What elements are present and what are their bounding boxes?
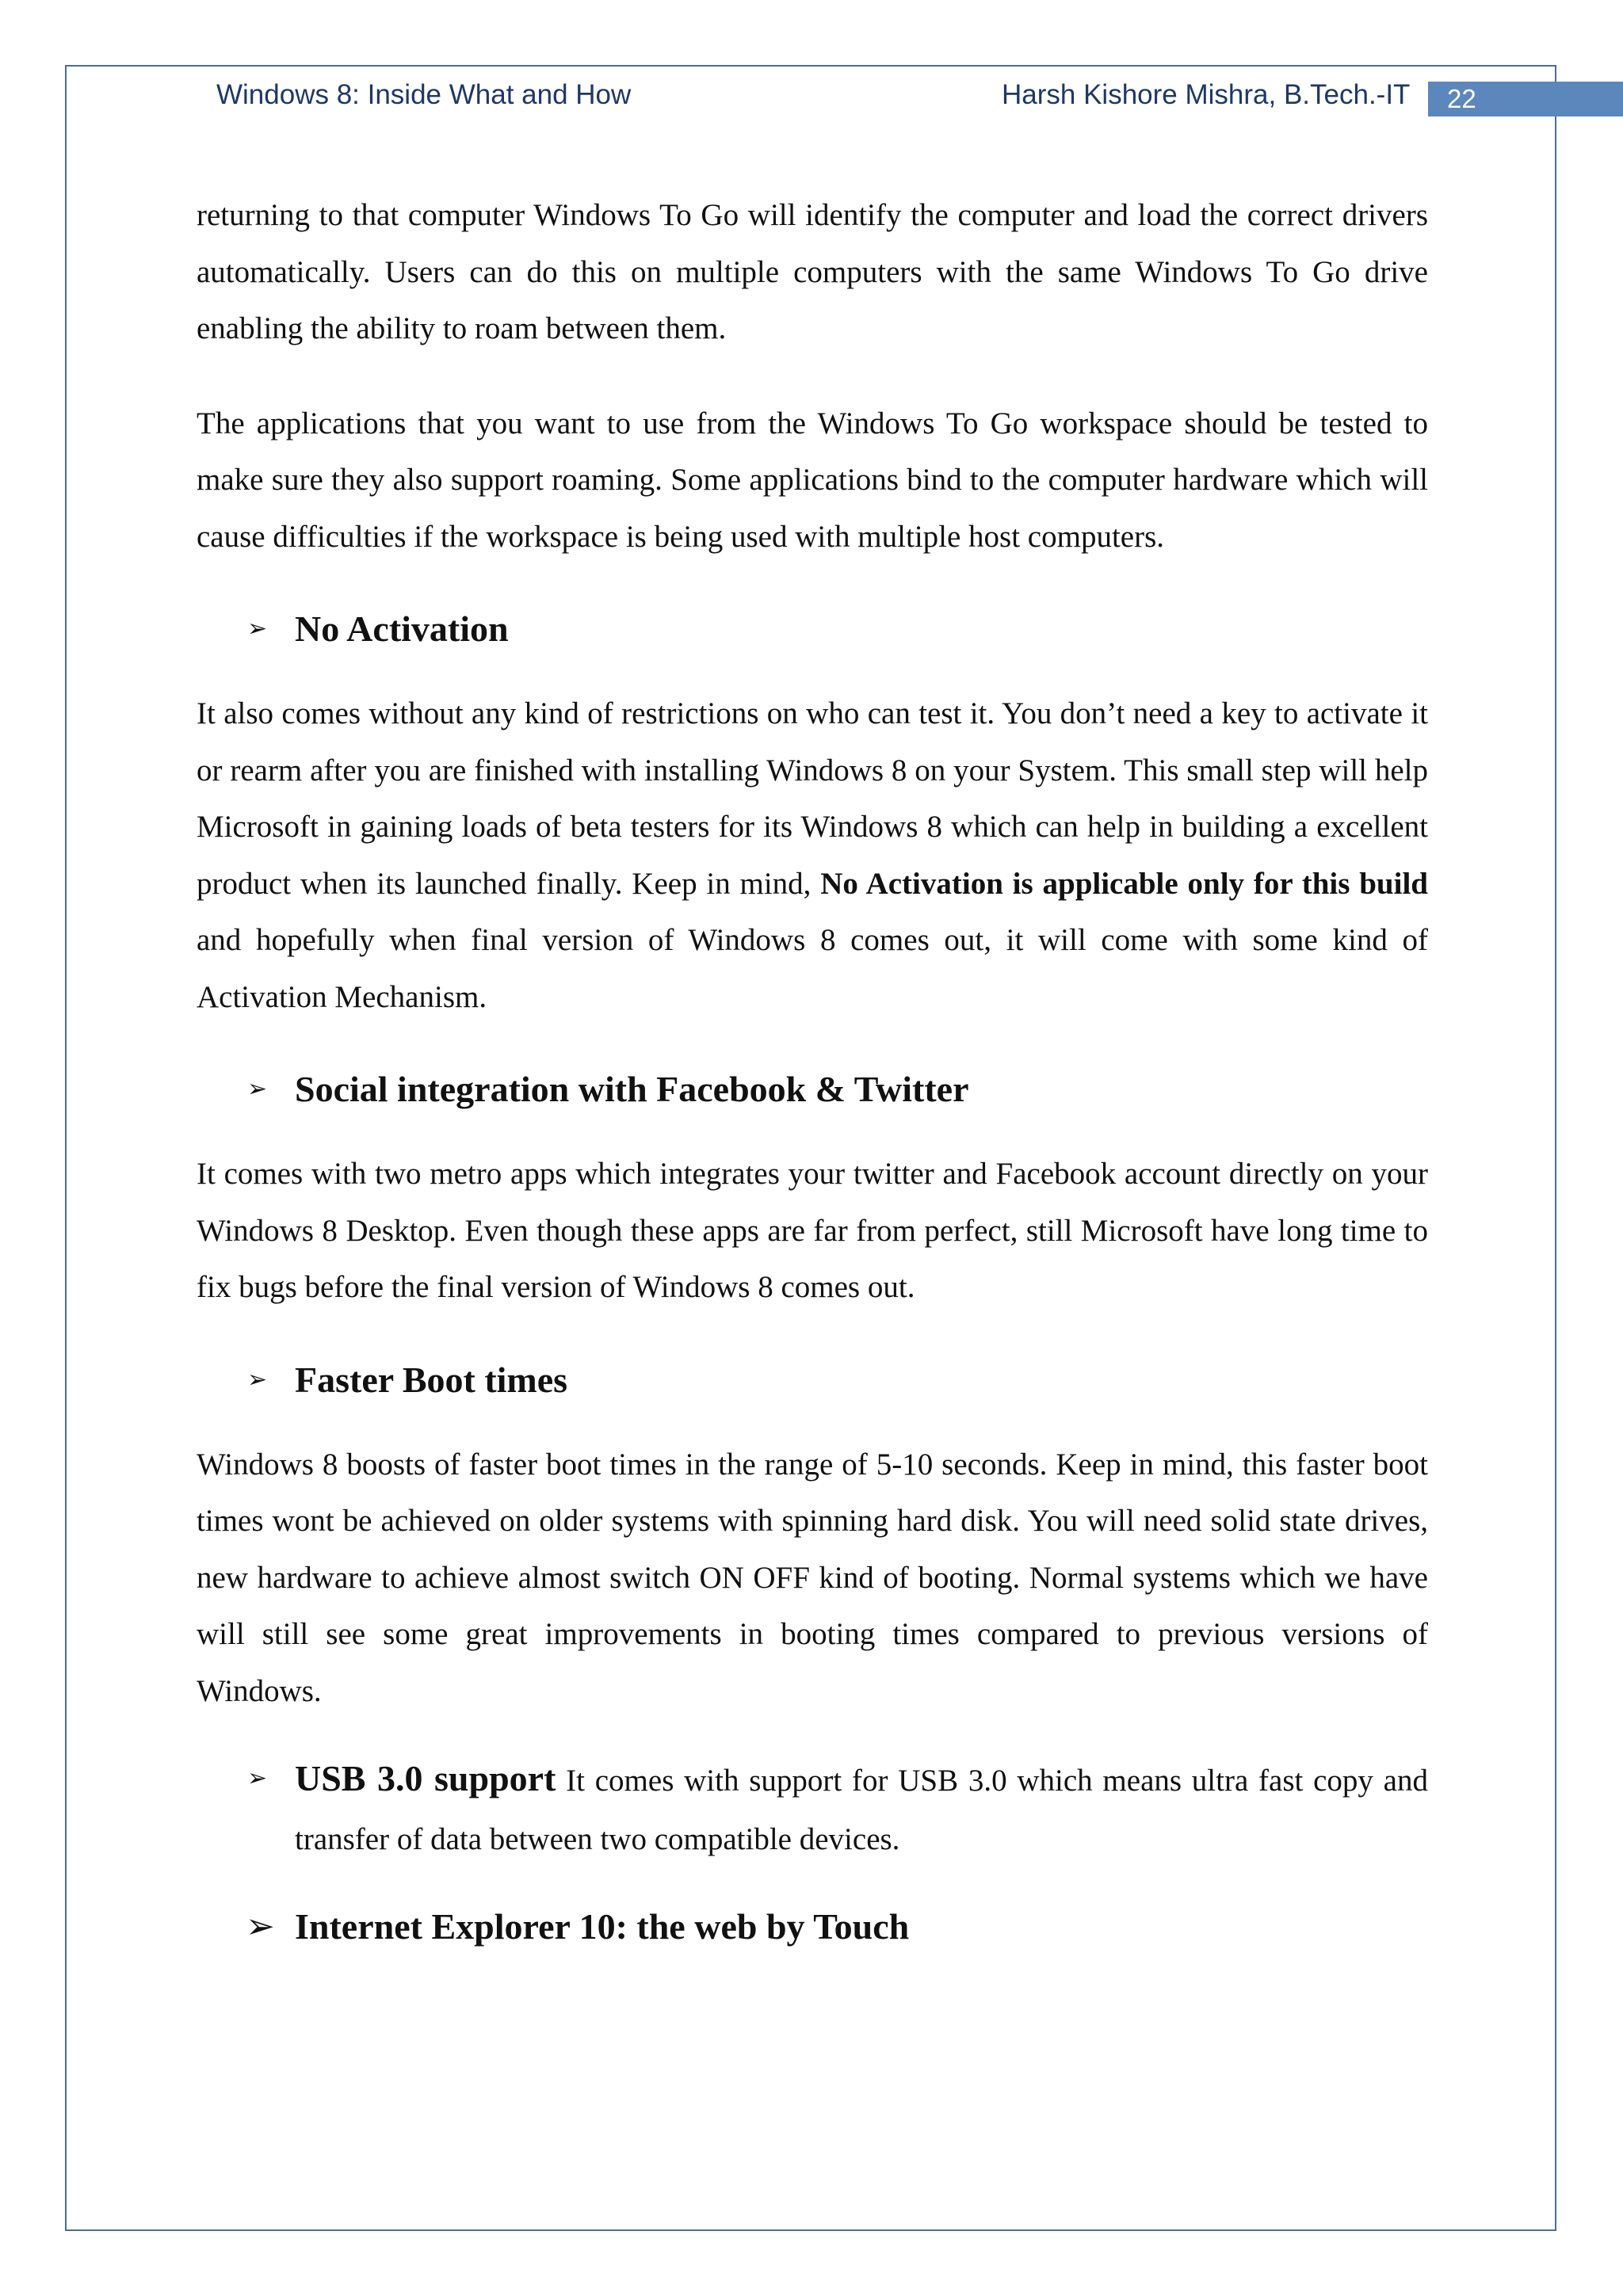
- paragraph-social-integration: It comes with two metro apps which integrates your twitter and Facebook account directly on your Windows 8 Desktop. Even though these apps are far from perfect, still Microsoft have long time to fix bugs before the final version of Windows 8 comes out.: [197, 1157, 1428, 1304]
- usb-support-item: [197, 1749, 1428, 1869]
- header-doc-title: Windows 8: Inside What and How: [216, 79, 632, 110]
- heading-faster-boot: [197, 1354, 1428, 1406]
- heading-text: No Activation: [295, 608, 509, 649]
- usb-heading: USB 3.0 support: [295, 1758, 556, 1798]
- bold-text-run: No Activation is applicable only for this build: [820, 866, 1428, 901]
- text-run: and hopefully when final version of Windows 8 comes out, it will come with some kind of Activation Mechanism.: [197, 923, 1428, 1014]
- heading-text: Social integration with Facebook & Twitter: [295, 1069, 969, 1109]
- arrowhead-bullet-icon: ➢: [247, 616, 268, 642]
- arrowhead-bullet-icon: ➢: [246, 1907, 275, 1946]
- usb-text: It comes with support for USB 3.0 which means ultra fast copy and transfer of data between two compatible devices.: [295, 1764, 1428, 1856]
- heading-internet-explorer-10: [197, 1901, 1428, 1953]
- heading-text: Internet Explorer 10: the web by Touch: [295, 1906, 910, 1947]
- paragraph-faster-boot: Windows 8 boosts of faster boot times in the range of 5-10 seconds. Keep in mind, this faster boot times wont be achieved on older systems with spinning hard disk. You will need solid state drives, new hardware to achieve almost switch ON OFF kind of booting. Normal systems which we have will still see some great improvements in booting times compared to previous versions of Windows.: [197, 1447, 1428, 1708]
- page-content: [197, 187, 1428, 1983]
- arrowhead-bullet-icon: ➢: [247, 1076, 268, 1102]
- text-run: It also comes without any kind of restrictions on who can test it. You don’t need a key to activate it or rearm after you are finished with installing Windows 8 on your System. This small step will help Microsoft in gaining loads of beta testers for its Windows 8 which can help in building a excellent product when its launched finally. Keep in mind,: [197, 696, 1428, 901]
- paragraph-applications-roaming: The applications that you want to use from the Windows To Go workspace should be tested to make sure they also support roaming. Some applications bind to the computer hardware which will cause difficulties if the workspace is being used with multiple host computers.: [197, 406, 1428, 554]
- page-number-badge: 22: [1428, 82, 1623, 116]
- header-author: Harsh Kishore Mishra, B.Tech.-IT: [1002, 79, 1411, 110]
- arrowhead-bullet-icon: ➢: [247, 1366, 268, 1393]
- paragraph-no-activation: [197, 685, 1428, 1025]
- heading-no-activation: [197, 603, 1428, 655]
- arrowhead-bullet-icon: ➢: [247, 1765, 268, 1791]
- heading-text: Faster Boot times: [295, 1359, 568, 1400]
- paragraph-windows-to-go-roaming: returning to that computer Windows To Go will identify the computer and load the correct drivers automatically. Users can do this on multiple computers with the same Windows To Go drive enabling the ability to roam between them.: [197, 198, 1428, 345]
- heading-social-integration: [197, 1063, 1428, 1116]
